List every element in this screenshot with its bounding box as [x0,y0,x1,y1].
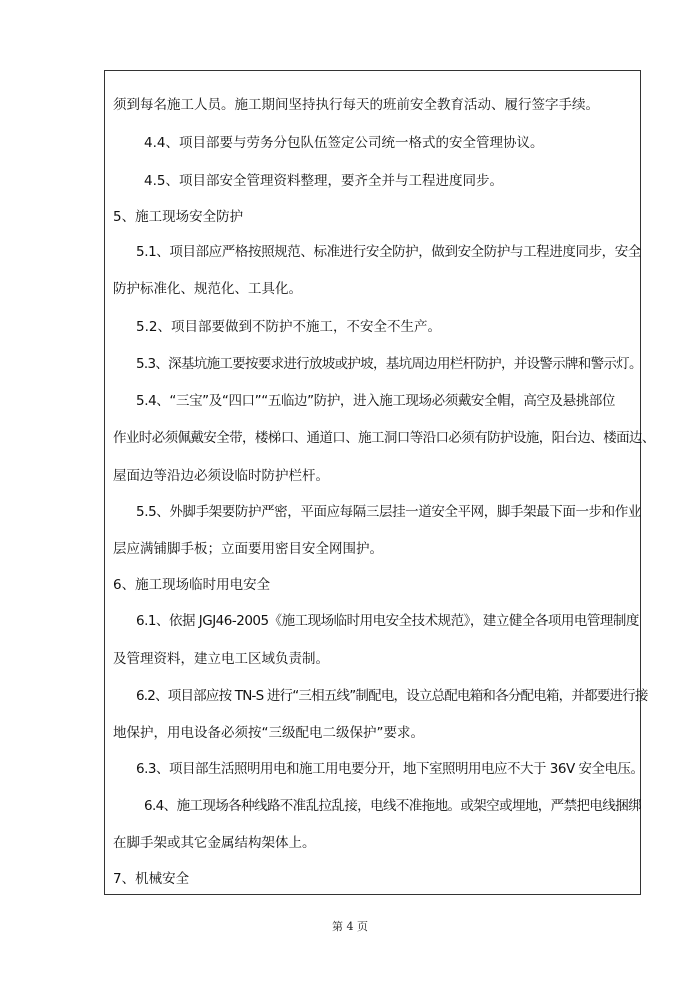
paragraph-line: 4.5、项目部安全管理资料整理，要齐全并与工程进度同步。 [144,173,503,189]
paragraph-line: 5.4、“三宝”及“四口”“五临边”防护，进入施工现场必须戴安全帽，高空及悬挑部位 [136,393,616,409]
paragraph-line: 屋面边等沿边必须设临时防护栏杆。 [113,468,329,484]
paragraph-line: 6.2、项目部应按 TN-S 进行“三相五线”制配电，设立总配电箱和各分配电箱，并都要进行接 [136,688,648,704]
paragraph-line: 5.2、项目部要做到不防护不施工，不安全不生产。 [136,319,441,335]
section-heading: 7、机械安全 [113,871,190,887]
section-heading: 6、施工现场临时用电安全 [113,577,271,593]
paragraph-line: 地保护，用电设备必须按“三级配电二级保护”要求。 [113,725,424,741]
section-heading: 5、施工现场安全防护 [113,209,244,225]
paragraph-line: 作业时必须佩戴安全带，楼梯口、通道口、施工洞口等沿口必须有防护设施，阳台边、楼面边、 [113,430,655,446]
paragraph-line: 在脚手架或其它金属结构架体上。 [113,835,316,851]
page-number: 第 4 页 [332,920,368,933]
paragraph-line: 防护标准化、规范化、工具化。 [113,281,302,297]
paragraph-line: 5.3、深基坑施工要按要求进行放坡或护坡，基坑周边用栏杆防护，并设警示牌和警示灯。 [136,356,642,372]
paragraph-line: 5.1、项目部应严格按照规范、标准进行安全防护，做到安全防护与工程进度同步，安全 [136,244,641,260]
paragraph-line: 及管理资料，建立电工区域负责制。 [113,651,329,667]
paragraph-line: 4.4、项目部要与劳务分包队伍签定公司统一格式的安全管理协议。 [144,135,544,151]
paragraph-line: 须到每名施工人员。施工期间坚持执行每天的班前安全教育活动、履行签字手续。 [113,97,599,113]
paragraph-line: 层应满铺脚手板；立面要用密目安全网围护。 [113,541,383,557]
paragraph-line: 5.5、外脚手架要防护严密，平面应每隔三层挂一道安全平网，脚手架最下面一步和作业 [136,504,641,520]
paragraph-line: 6.3、项目部生活照明用电和施工用电要分开，地下室照明用电应不大于 36V 安全电压。 [136,761,644,777]
paragraph-line: 6.4、施工现场各种线路不准乱拉乱接，电线不准拖地。或架空或埋地，严禁把电线捆绑 [144,798,641,814]
paragraph-line: 6.1、依据 JGJ46-2005《施工现场临时用电安全技术规范》，建立健全各项用电管理制度 [136,613,639,629]
